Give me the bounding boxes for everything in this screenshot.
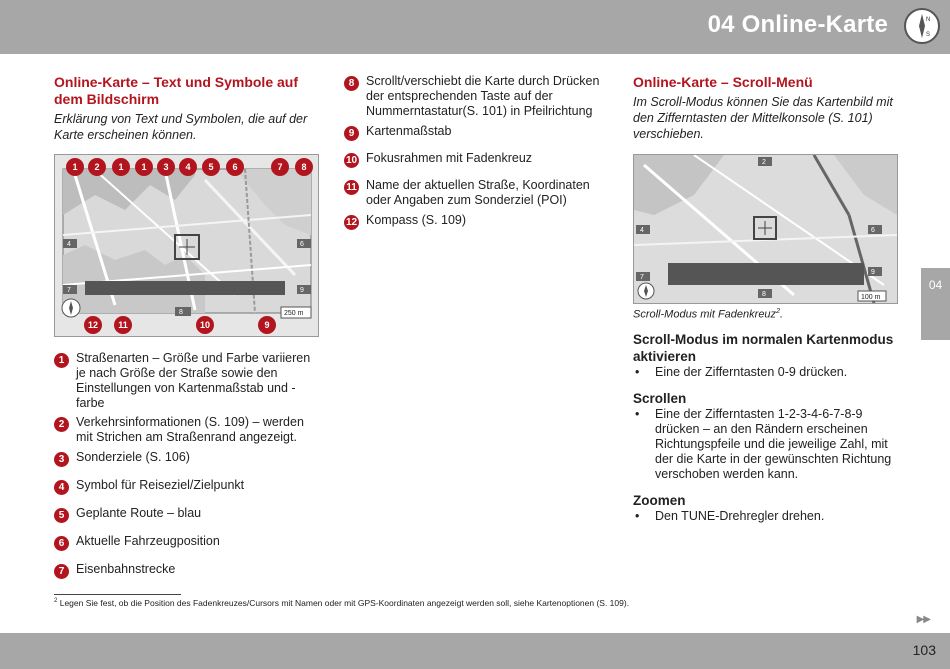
scroll-map-illustration: [633, 154, 898, 304]
list-item: [54, 562, 320, 579]
sub-title-zoom: Zoomen: [633, 493, 686, 508]
item-number: 9: [344, 126, 359, 141]
chapter-title: 04 Online-Karte: [707, 11, 888, 38]
map-dir-label: 4: [67, 241, 71, 248]
sub-title-activate: Scroll-Modus im normalen Kartenmodus aktivieren: [633, 332, 894, 364]
footnote-text: Legen Sie fest, ob die Position des Fadenkreuzes/Cursors mit Namen oder mit GPS-Koordinaten angezeigt werden soll, siehe Kartenoptionen (S. 109).: [59, 598, 630, 608]
map-callout: 1: [72, 162, 78, 172]
item-number: 8: [344, 76, 359, 91]
item-number: 3: [54, 452, 69, 467]
bullet-scroll: • Eine der Zifferntasten 1-2-3-4-6-7-8-9 drücken – an den Rändern erscheinen Richtungspfeile und die jeweilige Zahl, mit der die Karte in der gewünschten Richtung verschoben werden kann.: [633, 407, 903, 482]
list-item: [54, 534, 320, 551]
map-callout: 7: [277, 162, 283, 172]
map-scale-label: 250 m: [284, 310, 304, 317]
sub-title-scroll: Scrollen: [633, 391, 687, 406]
footnote: [54, 598, 629, 608]
item-text: Symbol für Reiseziel/Zielpunkt: [76, 478, 245, 492]
chapter-side-tab: 04: [921, 268, 950, 340]
item-text: Scrollt/verschiebt die Karte durch Drücken der entsprechenden Taste auf der Nummerntastatur(S. 101) in Pfeilrichtung: [366, 74, 600, 118]
bullet-text: Eine der Zifferntasten 1-2-3-4-6-7-8-9 drücken – an den Rändern erscheinen Richtungspfeile und die jeweilige Zahl, mit der die Karte in der gewünschten Richtung verschoben werden kann.: [655, 407, 892, 481]
list-item: [344, 178, 606, 208]
list-item: [344, 213, 606, 230]
compass-icon: [904, 8, 940, 44]
symbol-list-middle: [344, 74, 606, 230]
map-callout: 4: [185, 162, 191, 172]
item-number: 11: [344, 180, 359, 195]
item-text: Straßenarten – Größe und Farbe variieren je nach Größe der Straße sowie den Einstellungen von Kartenmaßstab und -farbe: [76, 351, 311, 410]
map-callout: 3: [163, 162, 169, 172]
section-title-symbols: Online-Karte – Text und Symbole auf dem Bildschirm: [54, 74, 299, 107]
scroll-map-dir-label: 6: [871, 227, 875, 234]
map-dir-label: 8: [179, 309, 183, 316]
map-dir-label: 9: [300, 287, 304, 294]
left-section: [54, 74, 320, 143]
list-item: [344, 74, 606, 119]
map-screen-illustration: [54, 154, 319, 337]
map-callout: 11: [118, 320, 128, 330]
item-text: Kompass (S. 109): [366, 213, 467, 227]
continue-arrow-icon: ▶▶: [916, 614, 930, 625]
section-title-scroll: Online-Karte – Scroll-Menü: [633, 74, 813, 90]
scroll-map-dir-label: 8: [762, 291, 766, 298]
map-callout: 6: [232, 162, 238, 172]
item-number: 6: [54, 536, 69, 551]
item-text: Kartenmaßstab: [366, 124, 452, 138]
item-text: Verkehrsinformationen (S. 109) – werden mit Strichen am Straßenrand angezeigt.: [76, 415, 304, 444]
scroll-instructions: [633, 331, 903, 524]
item-number: 2: [54, 417, 69, 432]
list-item: [54, 415, 320, 445]
map-callout: 10: [199, 320, 211, 330]
map-callout: 1: [118, 162, 124, 172]
item-text: Name der aktuellen Straße, Koordinaten oder Angaben zum Sonderziel (POI): [366, 178, 590, 207]
map-callout: 9: [264, 320, 270, 330]
scroll-map-dir-label: 7: [640, 274, 644, 281]
scroll-map-dir-label: 9: [871, 269, 875, 276]
item-number: 12: [345, 217, 358, 228]
middle-section: [344, 74, 606, 235]
symbol-list-left: [54, 351, 320, 590]
right-section: [633, 74, 903, 142]
item-text: Geplante Route – blau: [76, 506, 202, 520]
caption-text: Scroll-Modus mit Fadenkreuz: [633, 308, 777, 321]
section-intro-scroll: Im Scroll-Modus können Sie das Kartenbild mit den Zifferntasten der Mittelkonsole (S. 101) verschieben.: [633, 95, 893, 141]
section-intro-symbols: Erklärung von Text und Symbolen, die auf der Karte erscheinen können.: [54, 112, 308, 142]
scroll-map-dir-label: 4: [640, 227, 644, 234]
figure-caption: Scroll-Modus mit Fadenkreuz$^2$.: [633, 308, 784, 321]
list-item: [344, 151, 606, 168]
footnote-number: 2: [54, 598, 58, 605]
list-item: [54, 478, 320, 495]
list-item: [344, 124, 606, 141]
compass-s-label: S: [926, 32, 931, 38]
item-number: 7: [54, 564, 69, 579]
footer-bar: [0, 633, 950, 669]
page-number: 103: [912, 642, 936, 658]
map-dir-label: 7: [67, 287, 71, 294]
caption-footnote-ref: 2: [776, 308, 780, 315]
item-number: 5: [54, 508, 69, 523]
list-item: [54, 351, 320, 411]
map-callout: 1: [141, 162, 147, 172]
bullet-zoom: • Den TUNE-Drehregler drehen.: [635, 509, 825, 523]
footnote-rule: [54, 594, 181, 595]
map-callout: 8: [301, 162, 307, 172]
item-text: Eisenbahnstrecke: [76, 562, 176, 576]
list-item: [54, 506, 320, 523]
map-callout: 12: [87, 320, 99, 330]
bullet-text: Eine der Zifferntasten 0-9 drücken.: [655, 365, 848, 379]
list-item: [54, 450, 320, 467]
item-number: 1: [54, 353, 69, 368]
map-callout: 2: [94, 162, 100, 172]
compass-n-label: N: [926, 17, 931, 23]
item-text: Sonderziele (S. 106): [76, 450, 190, 464]
item-number: 4: [54, 480, 69, 495]
item-text: Fokusrahmen mit Fadenkreuz: [366, 151, 533, 165]
scroll-map-dir-label: 2: [762, 159, 766, 166]
bullet-activate: • Eine der Zifferntasten 0-9 drücken.: [635, 365, 848, 379]
bullet-text: Den TUNE-Drehregler drehen.: [655, 509, 825, 523]
map-callout: 5: [208, 162, 214, 172]
item-number: 10: [345, 155, 358, 166]
item-text: Aktuelle Fahrzeugposition: [76, 534, 220, 548]
map-dir-label: 6: [300, 241, 304, 248]
scroll-map-scale-label: 100 m: [861, 294, 881, 301]
